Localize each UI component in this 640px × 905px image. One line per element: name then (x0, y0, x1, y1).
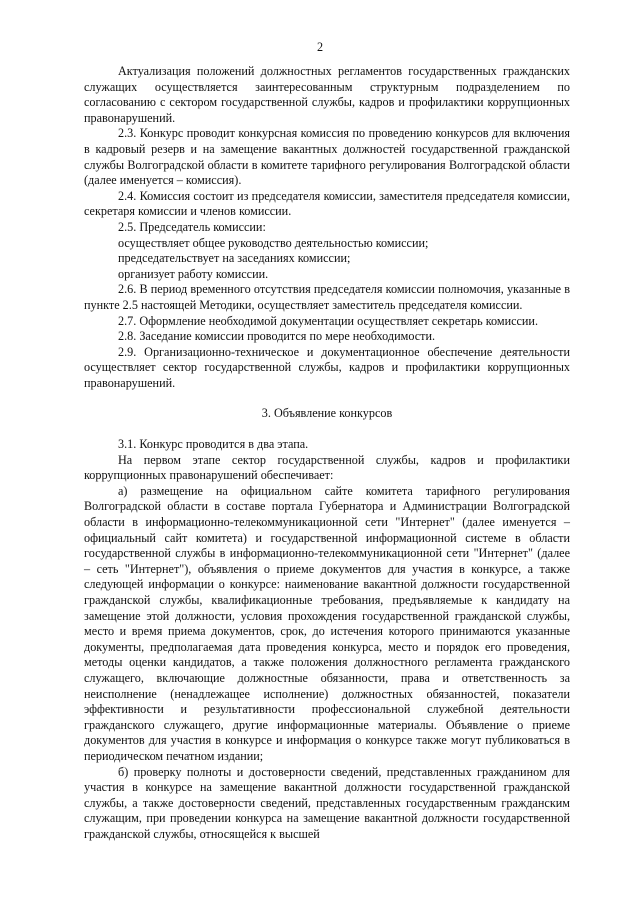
paragraph-2-5-item-1: осуществляет общее руководство деятельностью комиссии; (118, 235, 429, 250)
paragraph-first-stage: На первом этапе сектор государственной службы, кадров и профилактики коррупционных правонарушений обеспечивает: (84, 452, 570, 483)
spacer (84, 422, 570, 437)
paragraph-item-b: б) проверку полноты и достоверности сведений, представленных гражданином для участия в конкурсе на замещение вакантной должности государственной гражданской службы, а также достоверности сведений, представленных государственным гражданским служащим, при проведении конкурса на замещение вакантной должности государственной гражданской службы, относящейся к высшей (84, 764, 570, 841)
paragraph-2-6: 2.6. В период временного отсутствия председателя комиссии полномочия, указанные в пункте 2.5 настоящей Методики, осуществляет заместитель председателя комиссии. (84, 282, 570, 312)
paragraph-2-7: 2.7. Оформление необходимой документации осуществляет секретарь комиссии. (118, 313, 539, 328)
paragraph-regulations-update: Актуализация положений должностных регламентов государственных гражданских служащих осуществляется заинтересованным структурным подразделением по согласованию с сектором государственной службы, кадров и профилактики коррупционных правонарушений. (84, 64, 570, 125)
section-heading: 3. Объявление конкурсов (261, 406, 393, 421)
paragraph-2-9: 2.9. Организационно-техническое и документационное обеспечение деятельности осуществляет сектор государственной службы, кадров и профилактики коррупционных правонарушений. (84, 344, 570, 390)
paragraph-2-5: 2.5. Председатель комиссии: (118, 219, 266, 234)
paragraph-2-8: 2.8. Заседание комиссии проводится по мере необходимости. (118, 329, 436, 344)
paragraph-2-5-item-2: председательствует на заседаниях комиссии; (118, 251, 351, 266)
document-body (84, 64, 570, 843)
paragraph-2-4: 2.4. Комиссия состоит из председателя комиссии, заместителя председателя комиссии, секретаря комиссии и членов комиссии. (84, 188, 570, 219)
spacer (84, 391, 570, 406)
paragraph-2-5-item-3: организует работу комиссии. (118, 266, 269, 281)
paragraph-3-1: 3.1. Конкурс проводится в два этапа. (118, 437, 309, 452)
page-number: 2 (316, 40, 324, 54)
paragraph-item-a: а) размещение на официальном сайте комитета тарифного регулирования Волгоградской области в составе портала Губернатора и Администрации Волгоградской области в информационно-телекоммуникационной сети "Интернет" (далее именуется – официальный сайт комитета) и государственной информационной системе в области государственной службы в информационно-телекоммуникационной сети "Интернет" (далее – сеть "Интернет"), объявления о приеме документов для участия в конкурсе, а также следующей информации о конкурсе: наименование вакантной должности государственной гражданской службы, квалификационные требования, предъявляемые к кандидату на замещение этой должности, условия прохождения государственной гражданской службы, место и время приема документов, срок, до истечения которого принимаются указанные документы, предполагаемая дата проведения конкурса, место и порядок его проведения, методы оценки кандидатов, а также положения должностного регламента гражданского служащего, включающие должностные обязанности, права и ответственность за неисполнение (ненадлежащее исполнение) должностных обязанностей, показатели эффективности и результативности профессиональной служебной деятельности гражданского служащего, другие информационные материалы. Объявление о приеме документов для участия в конкурсе и информация о конкурсе также могут публиковаться в периодическом печатном издании; (84, 483, 570, 763)
paragraph-2-3: 2.3. Конкурс проводит конкурсная комиссия по проведению конкурсов для включения в кадровый резерв и на замещение вакантных должностей государственной гражданской службы Волгоградской области в комитете тарифного регулирования Волгоградской области (далее именуется – комиссия). (84, 126, 570, 188)
